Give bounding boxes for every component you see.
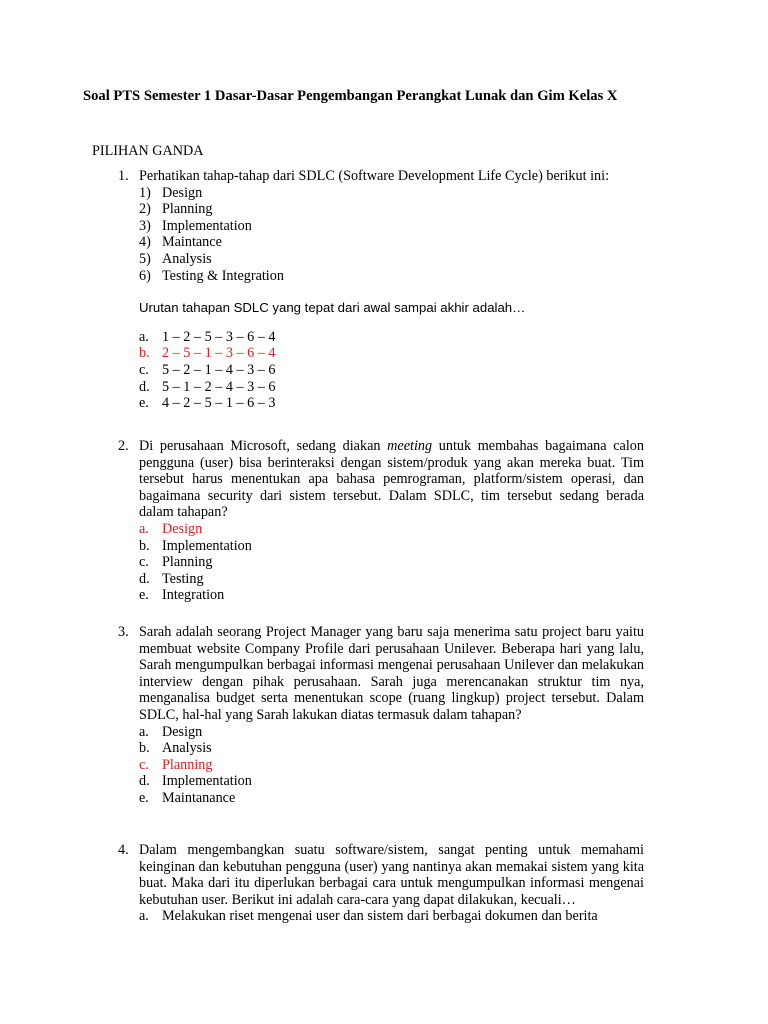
- answer-option[interactable]: c. 5 – 2 – 1 – 4 – 3 – 6: [139, 361, 276, 378]
- answer-option[interactable]: d. Implementation: [139, 773, 252, 790]
- answer-option[interactable]: e. Integration: [139, 587, 225, 604]
- answer-option-correct[interactable]: b. 2 – 5 – 1 – 3 – 6 – 4: [139, 345, 276, 362]
- sdlc-step: 1) Design: [139, 184, 203, 201]
- question-prompt: Urutan tahapan SDLC yang tepat dari awal sampai akhir adalah…: [139, 300, 526, 316]
- answer-option[interactable]: a. Melakukan riset mengenai user dan sistem dari berbagai dokumen dan berita: [139, 908, 598, 925]
- question-number: 1.: [118, 168, 129, 184]
- sdlc-step: 6) Testing & Integration: [139, 267, 284, 284]
- sdlc-step: 2) Planning: [139, 201, 213, 218]
- question-number: 3.: [118, 624, 129, 640]
- answer-option[interactable]: d. 5 – 1 – 2 – 4 – 3 – 6: [139, 378, 276, 395]
- sdlc-step: 5) Analysis: [139, 250, 212, 267]
- question-text: Di perusahaan Microsoft, sedang diakan meeting untuk membahas bagaimana calon pengguna (user) bisa berinteraksi dengan sistem/produk yang akan mereka buat. Tim tersebut harus menentukan apa bahasa pemrograman, platform/sistem operasi, dan bagaimana security dari sistem tersebut. Dalam SDLC, tim tersebut sedang berada dalam tahapan?: [139, 438, 644, 521]
- question-text: Perhatikan tahap-tahap dari SDLC (Software Development Life Cycle) berikut ini:: [139, 168, 610, 184]
- sdlc-step: 3) Implementation: [139, 217, 252, 234]
- question-text: Sarah adalah seorang Project Manager yang baru saja menerima satu project baru yaitu membuat website Company Profile dari perusahaan Unilever. Beberapa hari yang lalu, Sarah mengumpulkan berbagai informasi mengenai perusahaan Unilever dan melakukan interview dengan pihak perusahaan. Sarah juga merencanakan struktur tim nya, menganalisa budget serta menentukan scope (ruang lingkup) project tersebut. Dalam SDLC, hal-hal yang Sarah lakukan diatas termasuk dalam tahapan?: [139, 624, 644, 723]
- document-title: Soal PTS Semester 1 Dasar-Dasar Pengembangan Perangkat Lunak dan Gim Kelas X: [83, 88, 618, 104]
- answer-option[interactable]: b. Implementation: [139, 537, 252, 554]
- answer-option-correct[interactable]: c. Planning: [139, 756, 213, 773]
- answer-option[interactable]: d. Testing: [139, 570, 204, 587]
- answer-option[interactable]: e. 4 – 2 – 5 – 1 – 6 – 3: [139, 395, 276, 412]
- answer-option[interactable]: b. Analysis: [139, 740, 212, 757]
- answer-option[interactable]: a. Design: [139, 723, 203, 740]
- answer-option[interactable]: e. Maintanance: [139, 789, 236, 806]
- question-number: 2.: [118, 438, 129, 454]
- sdlc-step: 4) Maintance: [139, 234, 222, 251]
- answer-option[interactable]: a. 1 – 2 – 5 – 3 – 6 – 4: [139, 328, 276, 345]
- answer-option-correct[interactable]: a. Design: [139, 520, 203, 537]
- section-heading: PILIHAN GANDA: [92, 143, 204, 159]
- question-text: Dalam mengembangkan suatu software/sistem, sangat penting untuk memahami keinginan dan kebutuhan pengguna (user) yang nantinya akan memakai sistem yang kita buat. Maka dari itu diperlukan berbagai cara untuk mengumpulkan informasi mengenai kebutuhan user. Berikut ini adalah cara-cara yang dapat dilakukan, kecuali…: [139, 842, 644, 908]
- emphasis-text: meeting: [387, 438, 433, 454]
- question-number: 4.: [118, 842, 129, 858]
- answer-option[interactable]: c. Planning: [139, 554, 213, 571]
